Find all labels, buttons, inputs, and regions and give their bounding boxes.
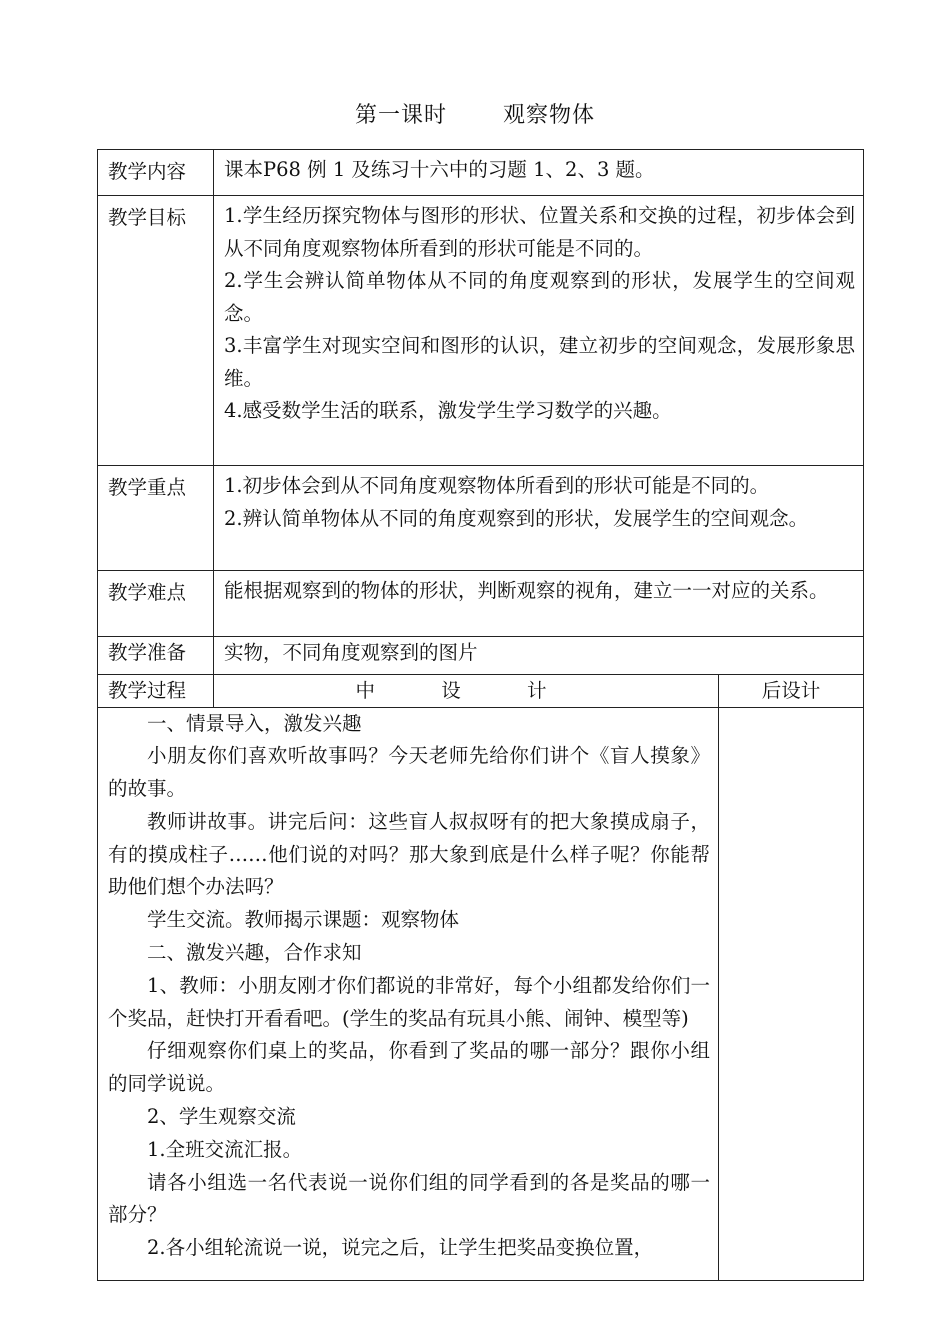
process-paragraph: 学生交流。教师揭示课题：观察物体 [147, 908, 460, 932]
process-paragraph: 2.各小组轮流说一说，说完之后，让学生把奖品变换位置， [147, 1236, 654, 1260]
goal-item: 3.丰富学生对现实空间和图形的认识，建立初步的空间观念，发展形象思维。 [224, 334, 855, 390]
header-design: 中 设 计 [214, 674, 719, 707]
difficulties-text: 能根据观察到的物体的形状，判断观察的视角，建立一一对应的关系。 [214, 571, 864, 637]
label-difficulties: 教学难点 [98, 571, 214, 637]
post-design-notes [719, 707, 864, 1280]
title-lesson: 第一课时 [354, 103, 447, 128]
process-paragraph: 1.全班交流汇报。 [147, 1137, 303, 1161]
process-paragraph: 1、教师：小朋友刚才你们都说的非常好，每个小组都发给你们一个奖品，赶快打开看看吧。(学生的奖品有玩具小熊、闹钟、模型等) [108, 973, 710, 1030]
label-process: 教学过程 [98, 674, 214, 707]
process-paragraph: 教师讲故事。讲完后问：这些盲人叔叔呀有的把大象摸成扇子，有的摸成柱子……他们说的对吗？那大象到底是什么样子呢？你能帮助他们想个办法吗？ [108, 809, 710, 899]
process-paragraph: 小朋友你们喜欢听故事吗？今天老师先给你们讲个《盲人摸象》的故事。 [108, 744, 710, 801]
goal-item: 4.感受数学生活的联系，激发学生学习数学的兴趣。 [224, 399, 672, 422]
process-text [98, 707, 719, 1280]
lesson-plan-table [97, 149, 864, 1281]
goal-item: 1.学生经历探究物体与图形的形状、位置关系和交换的过程，初步体会到从不同角度观察物体所看到的形状可能是不同的。 [224, 204, 855, 260]
row-key-points [98, 466, 864, 571]
goal-item: 2.学生会辨认简单物体从不同的角度观察到的形状，发展学生的空间观念。 [224, 269, 855, 325]
process-paragraph: 请各小组选一名代表说一说你们组的同学看到的各是奖品的哪一部分？ [108, 1170, 710, 1227]
row-process-header [98, 674, 864, 707]
row-difficulties [98, 571, 864, 637]
label-teaching-goals: 教学目标 [98, 196, 214, 466]
teaching-content-text: 课本P68 例 1 及练习十六中的习题 1、2、3 题。 [214, 150, 864, 196]
process-paragraph: 仔细观察你们桌上的奖品，你看到了奖品的哪一部分？跟你小组的同学说说。 [108, 1039, 710, 1096]
key-point-item: 2.辨认简单物体从不同的角度观察到的形状，发展学生的空间观念。 [224, 506, 809, 530]
key-point-item: 1.初步体会到从不同角度观察物体所看到的形状可能是不同的。 [224, 474, 770, 497]
teaching-goals-list [214, 196, 864, 466]
preparation-text: 实物，不同角度观察到的图片 [214, 637, 864, 675]
label-teaching-content: 教学内容 [98, 150, 214, 196]
process-paragraph: 二、激发兴趣，合作求知 [147, 941, 362, 965]
label-preparation: 教学准备 [98, 637, 214, 675]
row-process-body [98, 707, 864, 1280]
process-paragraph: 一、情景导入，激发兴趣 [147, 711, 362, 735]
row-teaching-content [98, 150, 864, 196]
header-post-design: 后设计 [719, 674, 864, 707]
title-topic: 观察物体 [503, 103, 596, 128]
process-paragraph: 2、学生观察交流 [147, 1105, 296, 1129]
row-preparation [98, 637, 864, 675]
key-points-list [214, 466, 864, 571]
label-key-points: 教学重点 [98, 466, 214, 571]
row-teaching-goals [98, 196, 864, 466]
page-title [0, 98, 950, 134]
